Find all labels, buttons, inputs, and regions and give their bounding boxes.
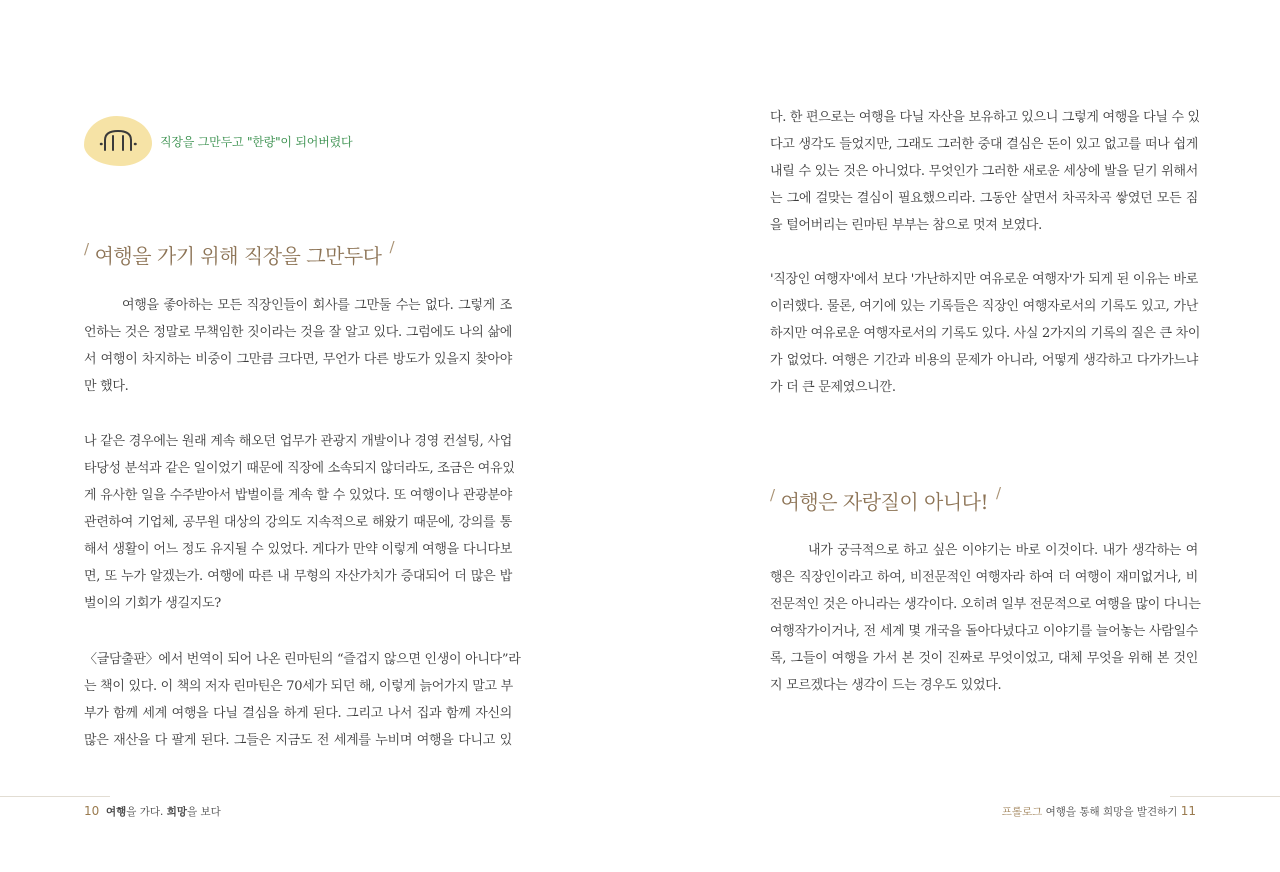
footer-text: 을 가다.: [126, 806, 167, 818]
footer-rule: [0, 796, 110, 797]
paragraph-3: [84, 646, 521, 754]
text-line: 해서 생활이 어느 정도 유지될 수 있었다. 게다가 만약 이렇게 여행을 다니다보: [84, 542, 512, 557]
heading-slash-left: /: [770, 485, 775, 504]
section-heading: [84, 237, 395, 269]
right-page: [640, 0, 1280, 872]
text-line: 많은 재산을 다 팔게 된다. 그들은 지금도 전 세계를 누비며 여행을 다니고 있: [84, 733, 512, 748]
text-line: 관련하여 기업체, 공무원 대상의 강의도 지속적으로 해왔기 때문에, 강의를 통: [84, 515, 512, 530]
paragraph-2: [770, 266, 1201, 401]
text-line: 면, 또 누가 알겠는가. 여행에 따른 내 무형의 자산가치가 증대되어 더 많은 밥: [84, 569, 512, 584]
text-line: '직장인 여행자'에서 보다 '가난하지만 여유로운 여행자'가 되게 된 이유는 바로: [770, 272, 1198, 287]
text-line: 가 더 큰 문제였으니깐.: [770, 380, 896, 395]
footer-section: 프롤로그: [1001, 806, 1043, 818]
text-line: 여행작가이거나, 전 세계 몇 개국을 돌아다녔다고 이야기를 늘어놓는 사람일수: [770, 624, 1198, 639]
gate-doodle-icon: [84, 116, 152, 166]
heading-slash-left: /: [84, 239, 89, 258]
text-line: 을 털어버리는 린마틴 부부는 참으로 멋져 보였다.: [770, 218, 1042, 233]
text-line: 하지만 여유로운 여행자로서의 기록도 있다. 사실 2가지의 기록의 질은 큰 차이: [770, 326, 1201, 341]
text-line: 이러했다. 물론, 여기에 있는 기록들은 직장인 여행자로서의 기록도 있고, 가난: [770, 299, 1198, 314]
text-line: 다. 한 편으로는 여행을 다닐 자산을 보유하고 있으니 그렇게 여행을 다닐 수 있: [770, 110, 1200, 125]
text-line: 부가 함께 세계 여행을 다닐 결심을 하게 된다. 그리고 나서 집과 함께 자신의: [84, 706, 512, 721]
text-line: 가 없었다. 여행은 기간과 비용의 문제가 아니라, 어떻게 생각하고 다가가느냐: [770, 353, 1198, 368]
footer-text: 여행: [105, 806, 127, 818]
text-line: 내릴 수 있는 것은 아니었다. 무엇인가 그러한 새로운 세상에 발을 딛기 위해서: [770, 164, 1198, 179]
footer-text: 을 보다: [187, 806, 221, 818]
text-line: 나 같은 경우에는 원래 계속 해오던 업무가 관광지 개발이나 경영 컨설팅, 사업: [84, 434, 512, 449]
text-line: 다고 생각도 들었지만, 그래도 그러한 중대 결심은 돈이 있고 없고를 떠나 쉽게: [770, 137, 1198, 152]
text-line: 벌이의 기회가 생길지도?: [84, 596, 221, 611]
text-line: 는 그에 걸맞는 결심이 필요했으리라. 그동안 살면서 차곡차곡 쌓였던 모든 짐: [770, 191, 1198, 206]
text-line: 서 여행이 차지하는 비중이 그만큼 크다면, 무언가 다른 방도가 있을지 찾아야: [84, 352, 512, 367]
text-line: 전문적인 것은 아니라는 생각이다. 오히려 일부 전문적으로 여행을 많이 다니는: [770, 597, 1201, 612]
text-line: 지 모르겠다는 생각이 드는 경우도 있었다.: [770, 678, 1002, 693]
text-line: 게 유사한 일을 수주받아서 밥벌이를 계속 할 수 있었다. 또 여행이나 관광분야: [84, 488, 512, 503]
text-line: 만 했다.: [84, 379, 129, 394]
chapter-badge: [84, 116, 352, 166]
footer-left: [84, 804, 221, 819]
paragraph-1: [770, 104, 1198, 239]
heading-slash-right: /: [389, 237, 395, 256]
paragraph-2: [84, 428, 515, 617]
paragraph-3: [770, 537, 1201, 699]
text-line: 여행을 좋아하는 모든 직장인들이 회사를 그만둘 수는 없다. 그렇게 조: [122, 298, 512, 313]
text-line: 행은 직장인이라고 하여, 비전문적인 여행자라 하여 더 여행이 재미없거나, 비: [770, 570, 1198, 585]
heading-slash-right: /: [996, 483, 1001, 502]
page-number: 11: [1180, 804, 1196, 818]
paragraph-1: [84, 292, 512, 400]
footer-right: [1002, 804, 1196, 819]
footer-text: 여행을 통해 희망을 발견하기: [1042, 806, 1181, 818]
text-line: 록, 그들이 여행을 가서 본 것이 진짜로 무엇이었고, 대체 무엇을 위해 본 것인: [770, 651, 1198, 666]
text-line: 언하는 것은 정말로 무책임한 짓이라는 것을 잘 알고 있다. 그럼에도 나의 삶에: [84, 325, 512, 340]
text-line: 타당성 분석과 같은 일이었기 때문에 직장에 소속되지 않더라도, 조금은 여유있: [84, 461, 515, 476]
text-line: 내가 궁극적으로 하고 싶은 이야기는 바로 이것이다. 내가 생각하는 여: [808, 543, 1198, 558]
text-line: 〈글담출판〉에서 번역이 되어 나온 린마틴의 “즐겁지 않으면 인생이 아니다”라: [84, 652, 521, 667]
footer-text: 희망: [166, 806, 188, 818]
section-heading: [770, 483, 1001, 515]
badge-text: 직장을 그만두고 "한량"이 되어버렸다: [160, 134, 353, 149]
page-number: 10: [84, 804, 100, 818]
section-heading-text: 여행을 가기 위해 직장을 그만두다: [94, 244, 382, 268]
footer-rule: [1170, 796, 1280, 797]
text-line: 는 책이 있다. 이 책의 저자 린마틴은 70세가 되던 해, 이렇게 늙어가지 말고 부: [84, 679, 513, 694]
section-heading-text: 여행은 자랑질이 아니다!: [780, 490, 989, 514]
